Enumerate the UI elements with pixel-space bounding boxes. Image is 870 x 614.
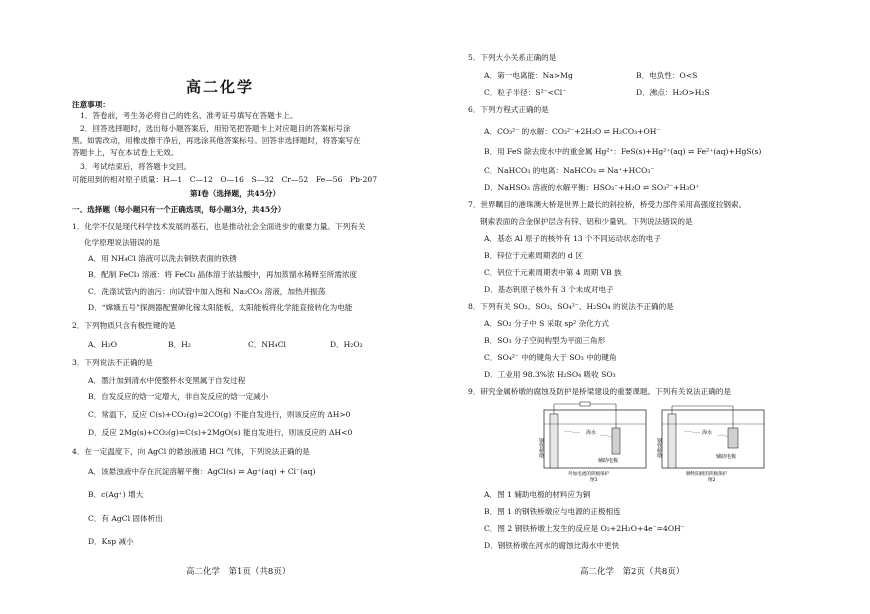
q8-option-c: C．SO₄²⁻ 中的键角大于 SO₃ 中的键角 — [484, 353, 617, 362]
q4-stem: 4．在一定温度下，向 AgCl 的悬浊液通 HCl 气体，下列说法正确的是 — [72, 447, 310, 456]
q7-option-c: C．钒位于元素周期表中第 4 周期 VB 族 — [484, 268, 622, 277]
volume-title: 第Ⅰ卷（选择题，共45分） — [190, 189, 281, 198]
q5-option-a: A．第一电离能：Na>Mg — [484, 71, 573, 80]
q7-stem: 7．世界瞩目的港珠澳大桥是世界上最长的斜拉桥，桥受力部件采用高强度拉钢索。 — [468, 200, 747, 209]
note-line: 2．回答选择题时，选出每小题答案后，用铅笔把答题卡上对应题目的答案标号涂 — [80, 124, 351, 133]
q4-option-b: B．c(Ag⁺) 增大 — [88, 490, 144, 499]
q5-option-c: C．粒子半径：S²⁻<Cl⁻ — [484, 88, 567, 97]
exam-page-2 — [440, 0, 870, 614]
auxiliary-electrode — [728, 428, 738, 448]
q6-option-b: B．用 FeS 除去废水中的重金属 Hg²⁺：FeS(s)+Hg²⁺(aq) ⇌ Fe²⁺(aq)+HgS(s) — [484, 147, 762, 156]
fig1-number: 图1 — [590, 478, 598, 483]
q3-option-a: A．墨汁加到清水中使整杯水变黑属于自发过程 — [88, 376, 246, 385]
fig1-left-label: 钢铁桥墩 — [538, 438, 544, 458]
q2-option-c: C．NH₄Cl — [248, 340, 286, 349]
q2-option-d: D．H₂O₂ — [330, 340, 363, 349]
power-source — [580, 402, 590, 406]
q1-stem-cont: 化学原理说法错误的是 — [84, 238, 160, 247]
page-footer: 高二化学 第1页（共8页） — [186, 567, 291, 577]
q9-option-b: B．图 1 的钢铁桥墩应与电源的正极相连 — [484, 507, 621, 516]
note-line: 3．考试结束后，将答题卡交回。 — [80, 162, 192, 171]
note-line: 1．答卷前，考生务必将自己的姓名、准考证号填写在答题卡上。 — [80, 111, 298, 120]
page-footer: 高二化学 第2页（共8页） — [580, 567, 685, 577]
q3-stem: 3．下列说法不正确的是 — [72, 358, 153, 367]
q4-option-c: C．有 AgCl 固体析出 — [88, 514, 163, 523]
pier-shape — [550, 414, 558, 468]
q9-option-c: C．图 2 钢铁桥墩上发生的反应是 O₂+2H₂O+4e⁻=4OH⁻ — [484, 524, 685, 533]
q9-option-d: D．钢铁桥墩在河水的腐蚀比海水中更快 — [484, 541, 620, 550]
q5-option-d: D．沸点：H₂O>H₂S — [636, 88, 710, 97]
atomic-mass-line: 可能用到的相对原子质量：H—1 C—12 O—16 S—32 Cr—52 Fe—56 Pb-207 — [72, 175, 378, 184]
fig1-caption: 外加电流的阴极保护 — [568, 472, 610, 477]
figure-1-impressed-current — [540, 402, 650, 482]
fig1-electrode-label: 辅助电极 — [598, 458, 619, 464]
q8-option-a: A．SO₂ 分子中 S 采取 sp² 杂化方式 — [484, 319, 609, 328]
q1-option-b: B．配制 FeCl₃ 溶液：将 FeCl₃ 晶体溶于浓盐酸中，再加蒸馏水稀释至所需浓度 — [88, 270, 358, 279]
q6-stem: 6．下列方程式正确的是 — [468, 105, 549, 114]
q4-option-d: D．Ksp 减小 — [88, 537, 134, 546]
fig2-left-label: 钢铁桥墩 — [656, 438, 662, 458]
q8-option-d: D．工业用 98.3%浓 H₂SO₄ 吸收 SO₃ — [484, 370, 616, 379]
figure-2-sacrificial-anode — [658, 402, 768, 482]
q2-option-a: A．H₂O — [88, 340, 117, 349]
q7-stem-cont: 钢索表面的合金保护层含有锌、铝和少量钒。下列说法错误的是 — [480, 217, 693, 226]
q7-option-a: A．基态 Al 原子的核外有 13 个不同运动状态的电子 — [484, 234, 661, 243]
exam-title: 高二化学 — [185, 78, 254, 96]
q1-option-a: A．用 NH₄Cl 溶液可以洗去铜铁表面的铁锈 — [88, 254, 237, 263]
note-line: 答题卡上，写在本试卷上无效。 — [72, 148, 179, 157]
q8-option-b: B．SO₃ 分子空间构型为平面三角形 — [484, 336, 606, 345]
q6-option-c: C．NaHCO₃ 的电离：NaHCO₃ ⇌ Na⁺+HCO₃⁻ — [484, 166, 655, 175]
q1-option-d: D．“嫦娥五号”探测器配置砷化镓太阳能板，太阳能板将化学能直接转化为电能 — [88, 303, 353, 312]
fig1-water-label: 海水 — [586, 430, 597, 436]
note-line: 黑。如需改动，用橡皮擦干净后，再选涂其他答案标号。回答非选择题时，将答案写在 — [72, 136, 361, 145]
q1-stem: 1．化学不仅是现代科学技术发展的基石，也是推动社会全面进步的重要力量。下列有关 — [72, 222, 366, 231]
q2-stem: 2．下列物质只含有极性键的是 — [72, 321, 176, 330]
q9-stem: 9．研究金属桥墩的腐蚀及防护是桥梁建设的重要课题。下列有关说法正确的是 — [468, 387, 732, 396]
q6-option-d: D．NaHSO₃ 溶液的水解平衡：HSO₃⁻+H₂O ⇌ SO₃²⁻+H₃O⁺ — [484, 183, 700, 192]
fig2-water-label: 海水 — [702, 430, 713, 436]
q6-option-a: A．CO₃²⁻ 的水解：CO₃²⁻+2H₂O ⇌ H₂CO₃+OH⁻ — [484, 127, 661, 136]
fig2-electrode-label: 辅助电极 — [716, 454, 737, 460]
section-title: 一、选择题（每小题只有一个正确选项，每小题3分，共45分） — [72, 205, 286, 214]
q4-option-a: A．该悬浊液中存在沉淀溶解平衡：AgCl(s) ⇌ Ag⁺(aq) + Cl⁻(aq) — [88, 467, 316, 476]
q3-option-b: B．自发反应的焓一定增大，非自发反应的焓一定减小 — [88, 392, 269, 401]
auxiliary-electrode — [612, 428, 620, 454]
q5-option-b: B．电负性：O<S — [636, 71, 698, 80]
q9-option-a: A．图 1 辅助电极的材料应为铜 — [484, 490, 591, 499]
notes-heading: 注意事项： — [72, 100, 110, 109]
q7-option-b: B．锌位于元素周期表的 d 区 — [484, 251, 583, 260]
fig2-caption: 牺牲阳极的阴极保护 — [686, 472, 728, 477]
pier-shape — [668, 414, 676, 468]
q8-stem: 8．下列有关 SO₂、SO₃、SO₄²⁻、H₂SO₄ 的说法不正确的是 — [468, 302, 674, 311]
q2-option-b: B．H₂ — [168, 340, 191, 349]
q3-option-d: D．反应 2Mg(s)+CO₂(g)=C(s)+2MgO(s) 能自发进行，则该反应的 ΔH<0 — [88, 428, 353, 437]
q7-option-d: D．基态钒原子核外有 3 个未成对电子 — [484, 285, 614, 294]
fig2-number: 图2 — [708, 478, 716, 483]
q3-option-c: C．常温下，反应 C(s)+CO₂(g)=2CO(g) 不能自发进行，则该反应的 ΔH>0 — [88, 410, 351, 419]
q1-option-c: C．洗涤试管内的油污：向试管中加入饱和 Na₂CO₃ 溶液，加热并振荡 — [88, 287, 326, 296]
q5-stem: 5．下列大小关系正确的是 — [468, 53, 557, 62]
